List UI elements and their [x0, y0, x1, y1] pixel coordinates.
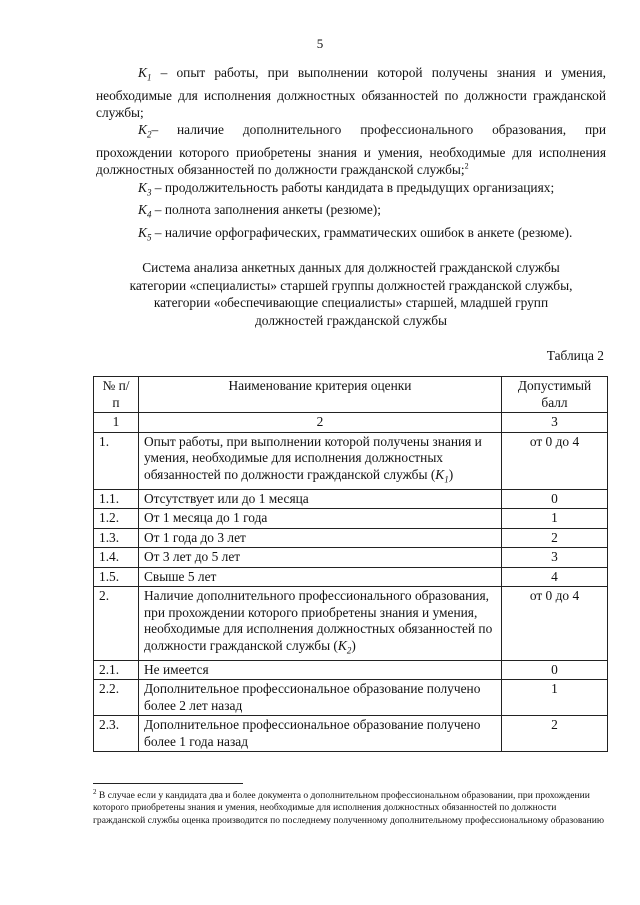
legend-k2: $K_2-$ наличие дополнительного профессионального образования, при прохождении которого приобретены знания и умения, необходимые для исполнения должностных обязанностей по должности гражданской службы;$^2$ [96, 122, 606, 178]
legend-k4: $K_4$ – полнота заполнения анкеты (резюме); [138, 202, 381, 221]
legend-k3: $K_3$ – продолжительность работы кандидата в предыдущих организациях; [138, 179, 555, 198]
k5-symbol: $K_5$ [138, 225, 152, 243]
k4-symbol: $K_4$ [138, 202, 152, 221]
table-row: 1.5. Свыше 5 лет 4 [94, 567, 608, 587]
legend-k5: $K_5$ – наличие орфографических, грамматических ошибок в анкете (резюме). [138, 225, 573, 243]
criteria-table [93, 376, 608, 752]
table-label: Таблица 2 [546, 348, 604, 363]
k3-symbol: $K_3$ [138, 179, 152, 198]
table-row: 2.1. Не имеется 0 [94, 660, 608, 680]
footnote-ref: 2 [464, 161, 469, 171]
table-row: 2. Наличие дополнительного профессионального образования, при прохождении которого приобретены знания и умения, необходимые для исполнения должностных обязанностей по должности гражданской службы $(K_2)$ от 0 до 4 [94, 587, 608, 661]
k1-symbol: $K_1$ [138, 65, 152, 83]
footnote-marker: 2 [93, 787, 97, 796]
table-row: 1.1. Отсутствует или до 1 месяца 0 [94, 489, 608, 509]
criteria-legend [96, 64, 606, 247]
header-name: Наименование критерия оценки [139, 377, 502, 413]
footnote: $^2$ В случае если у кандидата два и более документа о дополнительном профессиональном образовании, при прохождении которого приобретены знания и умения, необходимые для исполнения должностных обязанностей по должности гражданской службы оценка производится по последнему полученному дополнительному профессиональному образованию [93, 787, 605, 826]
section-heading: Система анализа анкетных данных для должностей гражданской службы категории «специалисты» старшей группы должностей гражданской службы, категории «обеспечивающие специалисты» старшей, младшей групп должностей гражданской службы [129, 260, 573, 328]
header-score: Допустимый балл [502, 377, 608, 413]
table-row: 1.3. От 1 года до 3 лет 2 [94, 528, 608, 548]
legend-k1: $K_1$ – опыт работы, при выполнении которой получены знания и умения, необходимые для исполнения должностных обязанностей по должности гражданской службы; [96, 65, 606, 121]
table-row: 1.2. От 1 месяца до 1 года 1 [94, 509, 608, 529]
k2-symbol: $K_2$ [138, 122, 152, 140]
page-number: 5 [316, 36, 324, 51]
header-num: № п/п [94, 377, 139, 413]
table-row: 2.3. Дополнительное профессиональное образование получено более 1 года назад 2 [94, 716, 608, 752]
column-number-row: 1 2 3 [94, 413, 608, 433]
table-header-row [94, 377, 608, 413]
footnote-divider [93, 783, 243, 784]
table-row: 2.2. Дополнительное профессиональное образование получено более 2 лет назад 1 [94, 680, 608, 716]
table-row: 1. Опыт работы, при выполнении которой получены знания и умения, необходимые для исполнения должностных обязанностей по должности гражданской службы $(K_1)$ от 0 до 4 [94, 432, 608, 489]
table-row: 1.4. От 3 лет до 5 лет 3 [94, 548, 608, 568]
